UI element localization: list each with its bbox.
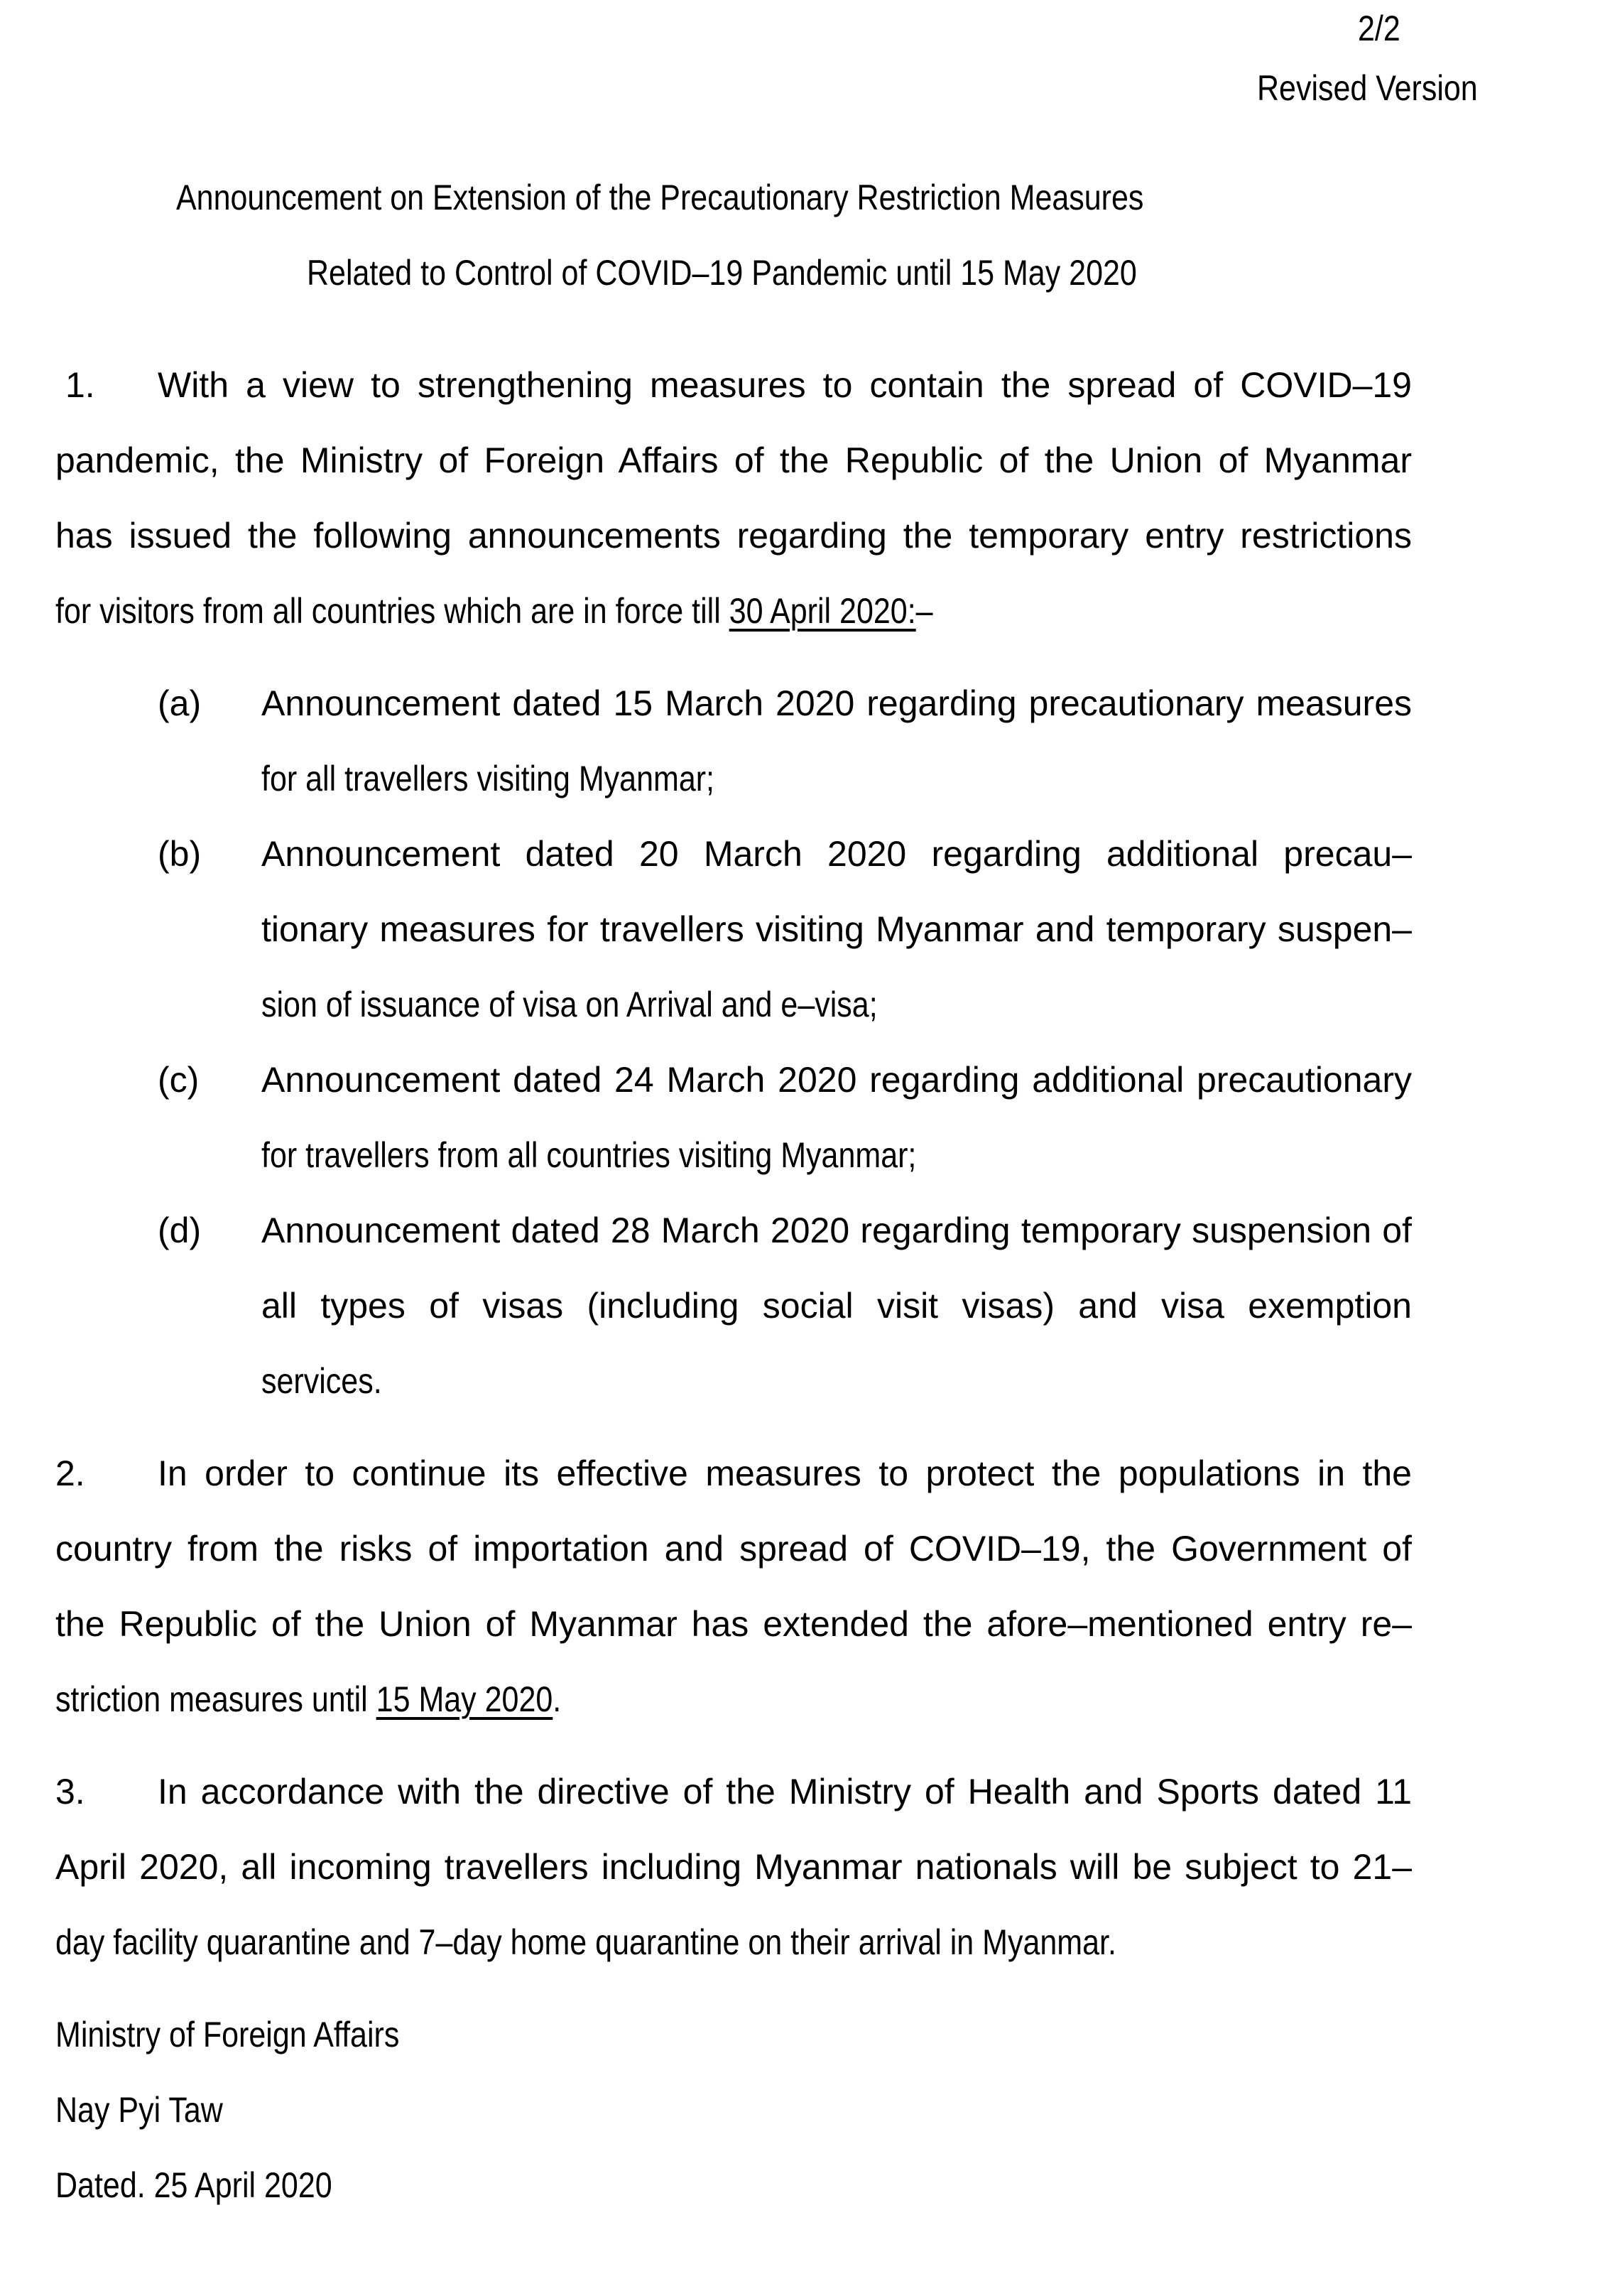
list-item-line: Announcement dated 20 March 2020 regarding additional precau–: [261, 834, 1412, 874]
document-title-line-1: [176, 176, 1301, 219]
list-item-line: tionary measures for travellers visiting Myanmar and temporary suspen–: [261, 909, 1412, 949]
document-title-line-2: [307, 251, 1272, 294]
paragraph-2-last-line-text: [55, 1678, 561, 1721]
paragraph-1-line: has issued the following announcements regarding the temporary entry restrictions: [55, 516, 1412, 556]
list-item-line: Announcement dated 28 March 2020 regarding temporary suspension of: [261, 1211, 1412, 1250]
paragraph-1-last-line-prefix: for visitors from all countries which are in force till: [55, 591, 729, 631]
paragraph-1-last-line-text: [55, 590, 933, 632]
paragraph-1-line: pandemic, the Ministry of Foreign Affairs of the Republic of the Union of Myanmar: [55, 440, 1412, 480]
list-item-line-text: services.: [261, 1361, 382, 1401]
paragraph-2-line: country from the risks of importation and spread of COVID–19, the Government of: [55, 1529, 1412, 1569]
list-item-line: [261, 983, 978, 1026]
list-item-label: (b): [158, 834, 202, 874]
revised-version-label: [1257, 67, 1513, 109]
page-number-text: 2/2: [1358, 9, 1400, 48]
revised-version-text: Revised Version: [1257, 68, 1478, 108]
paragraph-1-line: With a view to strengthening measures to contain the spread of COVID–19: [158, 365, 1412, 405]
paragraph-2-number: 2.: [55, 1453, 85, 1493]
list-item-label: (a): [158, 683, 202, 723]
signature-ministry: [55, 2013, 455, 2056]
paragraph-1-last-line-suffix: –: [915, 591, 933, 631]
paragraph-3-line-text: day facility quarantine and 7–day home quarantine on their arrival in Myanmar.: [55, 1922, 1116, 1962]
list-item-line: [261, 757, 788, 800]
signature-ministry-text: Ministry of Foreign Affairs: [55, 2015, 400, 2054]
list-item-line: [261, 1360, 401, 1402]
signature-place: [55, 2089, 250, 2131]
list-item-line: all types of visas (including social visit visas) and visa exemption: [261, 1286, 1412, 1326]
paragraph-3-line: April 2020, all incoming travellers including Myanmar nationals will be subject to 21–: [55, 1847, 1412, 1887]
extension-date-highlight: 15 May 2020: [376, 1679, 553, 1719]
expiry-date-highlight: 30 April 2020:: [729, 591, 916, 631]
paragraph-1-last-line: [55, 590, 1076, 632]
paragraph-2-last-line-prefix: striction measures until: [55, 1679, 376, 1719]
list-item-label: (d): [158, 1211, 202, 1250]
list-item-line-text: for all travellers visiting Myanmar;: [261, 759, 715, 798]
paragraph-2-last-line-suffix: .: [553, 1679, 562, 1719]
signature-date: [55, 2164, 377, 2206]
paragraph-3-line: In accordance with the directive of the Ministry of Health and Sports dated 11: [158, 1772, 1412, 1812]
paragraph-2-line: the Republic of the Union of Myanmar has extended the afore–mentioned entry re–: [55, 1604, 1412, 1644]
signature-date-text: Dated. 25 April 2020: [55, 2165, 332, 2205]
paragraph-3-number: 3.: [55, 1772, 85, 1812]
paragraph-1-number: 1.: [65, 365, 95, 405]
paragraph-3-line: [55, 1921, 1289, 1964]
list-item-line: Announcement dated 15 March 2020 regarding precautionary measures: [261, 683, 1412, 723]
signature-place-text: Nay Pyi Taw: [55, 2090, 223, 2130]
list-item-label: (c): [158, 1060, 200, 1100]
title-line-1-text: Announcement on Extension of the Precautionary Restriction Measures: [176, 178, 1144, 217]
list-item-line: [261, 1134, 1023, 1176]
list-item-line-text: sion of issuance of visa on Arrival and e–visa;: [261, 985, 878, 1024]
title-line-2-text: Related to Control of COVID–19 Pandemic until 15 May 2020: [307, 253, 1137, 293]
page-number: [1358, 7, 1408, 50]
list-item-line: Announcement dated 24 March 2020 regarding additional precautionary: [261, 1060, 1412, 1100]
paragraph-2-line: In order to continue its effective measures to protect the populations in the: [158, 1453, 1412, 1493]
paragraph-2-last-line: [55, 1678, 643, 1721]
list-item-line-text: for travellers from all countries visiting Myanmar;: [261, 1135, 917, 1175]
